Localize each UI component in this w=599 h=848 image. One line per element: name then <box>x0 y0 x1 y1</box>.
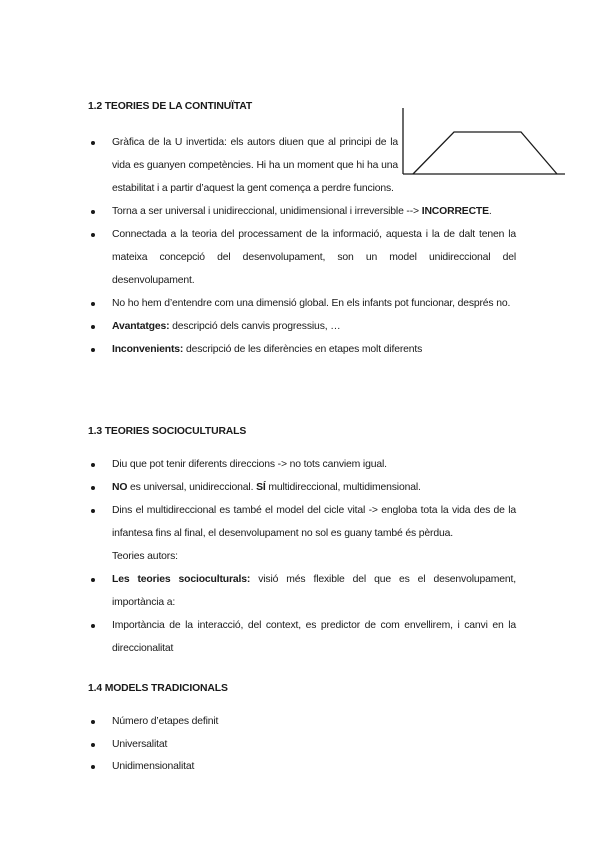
list-item: Connectada a la teoria del processament de la informació, aquesta i la de dalt tenen la mateixa concepció del desenvolupament, son un model unidireccional del desenvolupament. <box>90 223 516 292</box>
list-item: NO es universal, unidireccional. SÍ multidireccional, multidimensional. <box>90 476 516 499</box>
continuity-list <box>90 131 516 361</box>
extra-line: Teories autors: <box>112 551 178 562</box>
list-item: Unidimensionalitat <box>90 756 218 779</box>
list-item: Gràfica de la U invertida: els autors diuen que al principi de la vida es guanyen competències. Hi ha un moment que hi ha una estabilitat i a partir d’aquest la gent comença a perdre funcions. <box>90 131 516 200</box>
list-item: Les teories socioculturals: visió més flexible del que es el desenvolupament, importància a: <box>90 568 516 614</box>
list-item: Número d’etapes definit <box>90 711 218 734</box>
sociocultural-list <box>90 453 516 660</box>
section-heading-traditional-models: 1.4 MODELS TRADICIONALS <box>88 683 228 694</box>
traditional-models-list <box>90 711 218 779</box>
list-item: No ho hem d’entendre com una dimensió global. En els infants pot funcionar, després no. <box>90 292 516 315</box>
list-item: Universalitat <box>90 734 218 757</box>
list-item: Inconvenients: descripció de les diferències en etapes molt diferents <box>90 338 516 361</box>
list-item: Diu que pot tenir diferents direccions -> no tots canviem igual. <box>90 453 516 476</box>
list-item: Dins el multidireccional es també el model del cicle vital -> engloba tota la vida des de la infantesa fins al final, el desenvolupament no sol es guany també és pèrdua. Teories autors: <box>90 499 516 568</box>
list-item: Torna a ser universal i unidireccional, unidimensional i irreversible --> INCORRECTE. <box>90 200 516 223</box>
list-item: Importància de la interacció, del context, es predictor de com envellirem, i canvi en la direccionalitat <box>90 614 516 660</box>
list-item: Avantatges: descripció dels canvis progressius, … <box>90 315 516 338</box>
section-heading-continuity: 1.2 TEORIES DE LA CONTINUÏTAT <box>88 101 253 112</box>
section-heading-sociocultural: 1.3 TEORIES SOCIOCULTURALS <box>88 426 247 437</box>
